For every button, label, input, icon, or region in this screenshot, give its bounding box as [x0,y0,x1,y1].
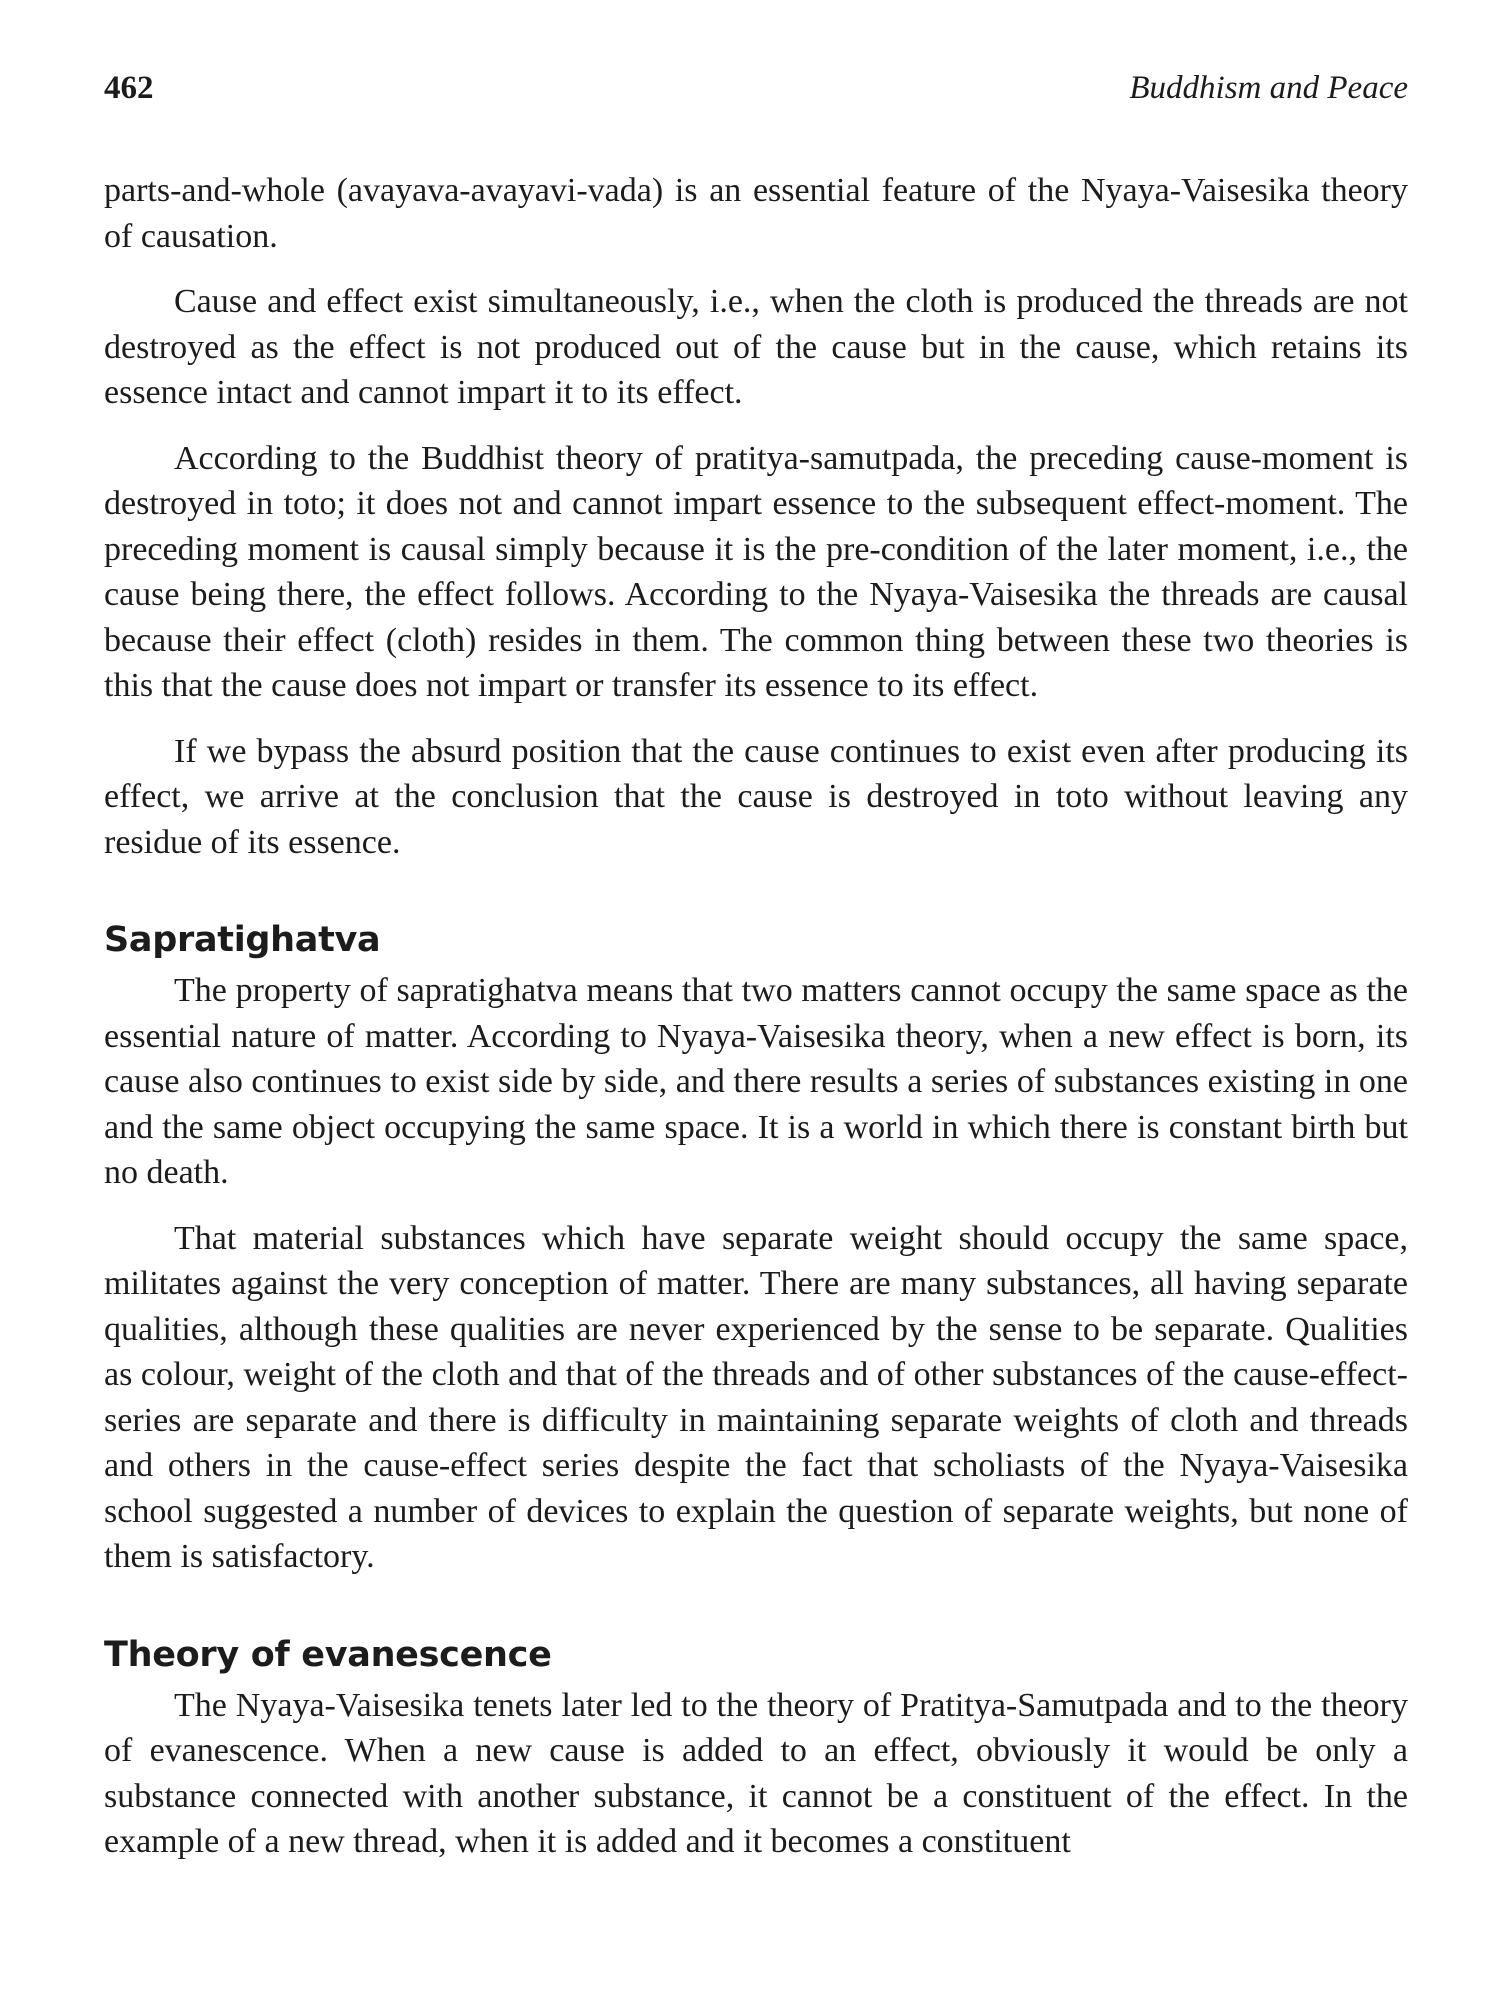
paragraph-cause-effect: Cause and effect exist simultaneously, i.e., when the cloth is produced the threads are not destroyed as the effect is not produced out of the cause but in the cause, which retains its essence intact and cannot impart it to its effect. [104,283,1408,411]
paragraph-bypass: If we bypass the absurd position that the cause continues to exist even after producing its effect, we arrive at the conclusion that the cause is destroyed in toto without leaving any residue of its essence. [104,732,1408,861]
paragraph-continuation: parts-and-whole (avayava-avayavi-vada) is an essential feature of the Nyaya-Vaisesika theory of causation. [104,172,1408,255]
paragraph-evanescence-1: The Nyaya-Vaisesika tenets later led to the theory of Pratitya-Samutpada and to the theory of evanescence. When a new cause is added to an effect, obviously it would be only a substance connected with another substance, it cannot be a constituent of the effect. In the example of a new thread, when it is added and it becomes a constituent [104,1686,1408,1860]
section-heading-evanescence: Theory of evanescence [104,1634,552,1675]
running-head [104,70,1408,116]
section-heading-sapratighatva: Sapratighatva [104,920,381,960]
paragraph-sapratighatva-1: The property of sapratighatva means that two matters cannot occupy the same space as the essential nature of matter. According to Nyaya-Vaisesika theory, when a new effect is born, its cause also continues to exist side by side, and there results a series of substances existing in one and the same object occupying the same space. It is a world in which there is constant birth but no death. [104,972,1408,1191]
paragraph-pratitya-samutpada: According to the Buddhist theory of pratitya-samutpada, the preceding cause-moment is destroyed in toto; it does not and cannot impart essence to the subsequent effect-moment. The preceding moment is causal simply because it is the pre-condition of the later moment, i.e., the cause being there, the effect follows. According to the Nyaya-Vaisesika the threads are causal because their effect (cloth) resides in them. The common thing between these two theories is this that the cause does not impart or transfer its essence to its effect. [104,439,1408,704]
book-title: Buddhism and Peace [1129,70,1408,106]
page-number: 462 [104,70,154,106]
book-page [104,70,1408,1990]
paragraph-sapratighatva-2: That material substances which have separate weight should occupy the same space, militates against the very conception of matter. There are many substances, all having separate qualities, although these qualities are never experienced by the sense to be separate. Qualities as colour, weight of the cloth and that of the threads and of other substances of the cause-effect-series are separate and there is difficulty in maintaining separate weights of cloth and threads and others in the cause-effect series despite the fact that scholiasts of the Nyaya-Vaisesika school suggested a number of devices to explain the question of separate weights, but none of them is satisfactory. [104,1219,1408,1575]
